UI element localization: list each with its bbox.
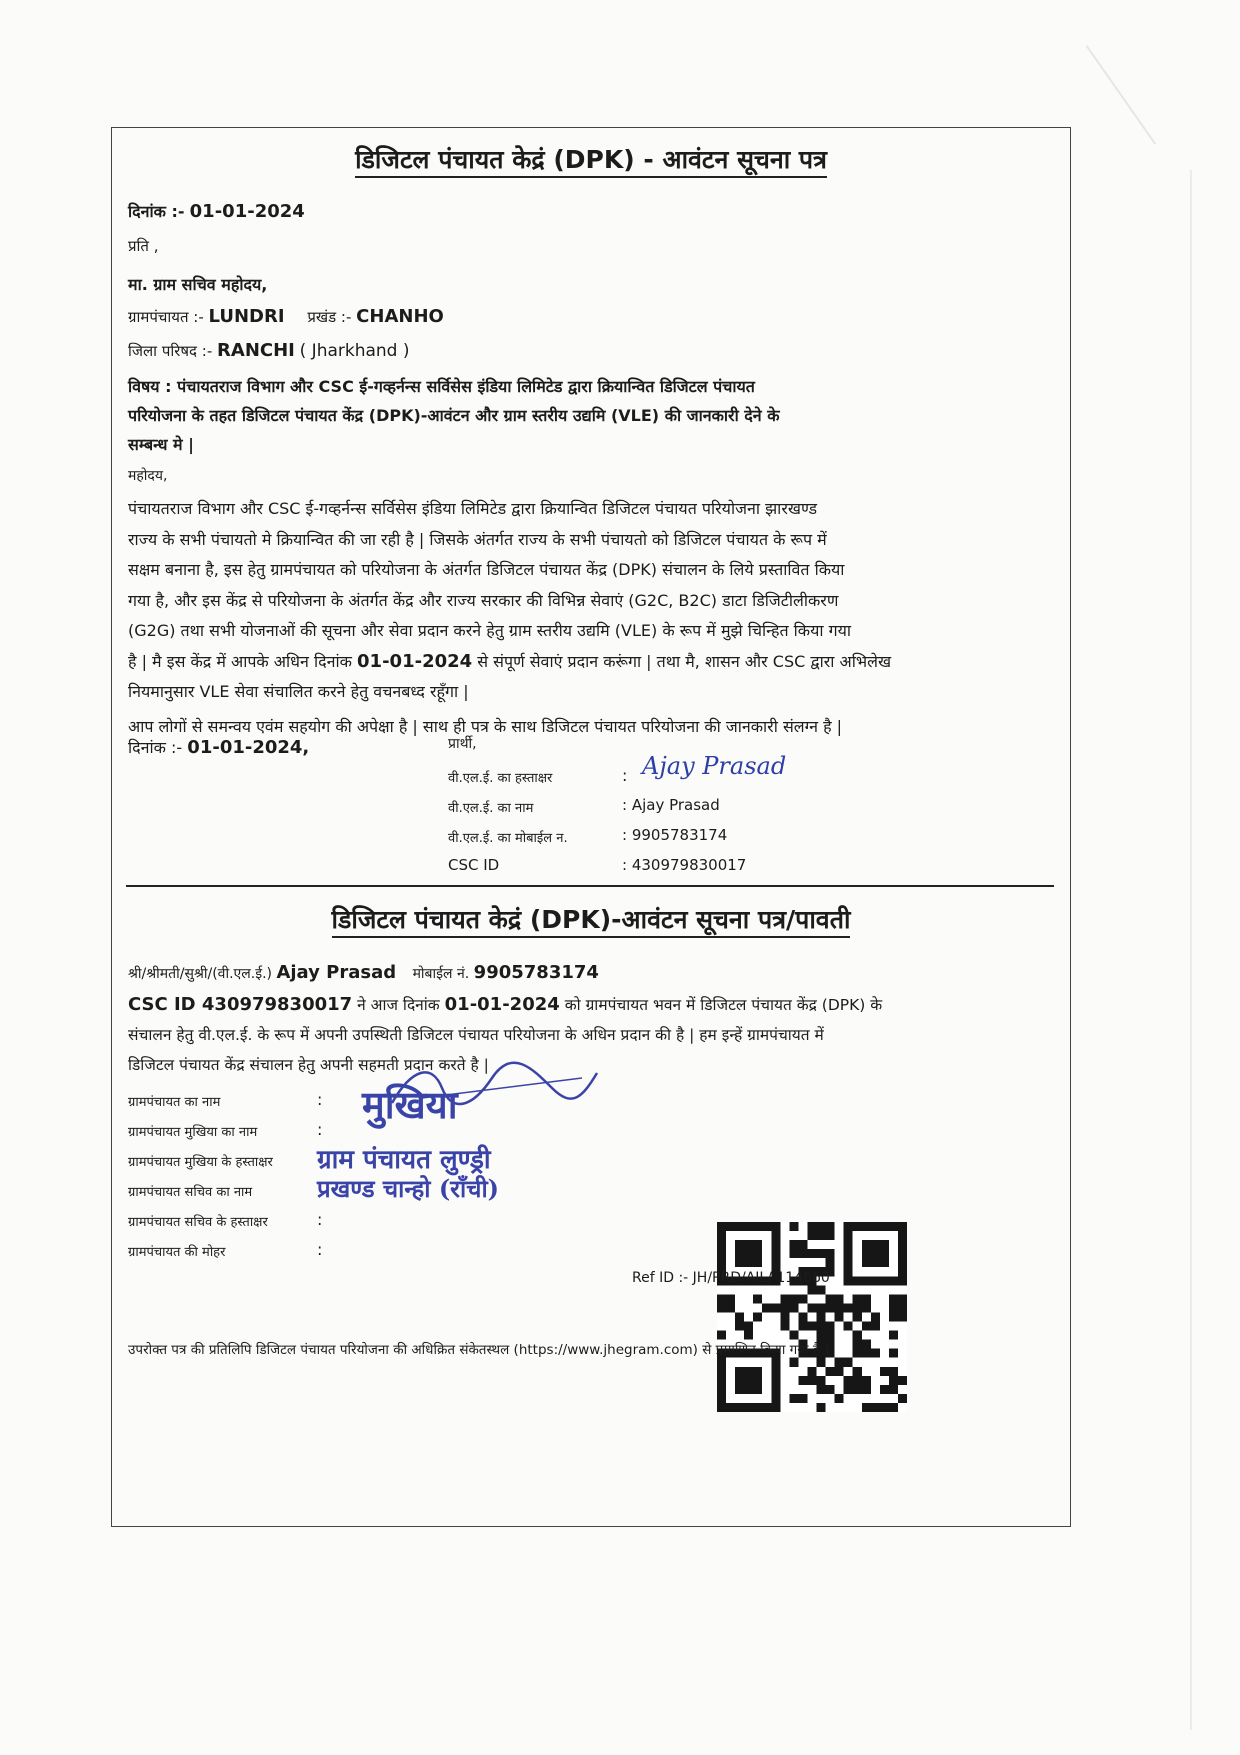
footer-date-value: 01-01-2024,: [187, 737, 310, 758]
field-colon: :: [317, 1120, 323, 1139]
mukhiya-stamp-title: मुखिया: [362, 1082, 458, 1127]
attestation-note: उपरोक्त पत्र की प्रतिलिपि डिजिटल पंचायत परियोजना की अधिक्रित संकेतस्थल (https://www.jhegram.com) से प्रमाणित किया गया है ।: [128, 1342, 830, 1358]
gp-value: LUNDRI: [208, 306, 285, 327]
salutation: महोदय,: [128, 468, 168, 484]
body-line: सक्षम बनाना है, इस हेतु ग्रामपंचायत को परियोजना के अंतर्गत डिजिटल पंचायत केंद्र (DPK) संचालन के लिये प्रस्तावित किया: [128, 560, 845, 579]
body-line: गया है, और इस केंद्र से परियोजना के अंतर्गत केंद्र और राज्य सरकार की विभिन्न सेवाएं (G2C, B2C) डाटा डिजिटीलीकरण: [128, 590, 839, 610]
vle-name-value: : Ajay Prasad: [622, 796, 720, 814]
field-colon: :: [317, 1210, 323, 1229]
vle-signature-label: वी.एल.ई. का हस्ताक्षर: [448, 771, 553, 786]
state-value: ( Jharkhand ): [299, 341, 410, 361]
receipt-date: 01-01-2024: [444, 994, 560, 1015]
receipt-line-1: [128, 990, 1058, 1020]
csc-id-value: : 430979830017: [622, 856, 747, 874]
receipt-title-text: डिजिटल पंचायत केद्रं (DPK)-आवंटन सूचना पत्र/पावती: [332, 905, 851, 938]
footer-date-row: [128, 736, 309, 758]
block-label: प्रखंड :-: [307, 308, 352, 326]
district-value: RANCHI: [217, 340, 295, 361]
receipt-line-3: डिजिटल पंचायत केंद्र संचालन हेतु अपनी सहमती प्रदान करते है |: [128, 1056, 489, 1074]
body-start-date: 01-01-2024: [357, 650, 473, 672]
secretary-signature-field-label: ग्रामपंचायत सचिव के हस्ताक्षर: [128, 1215, 268, 1230]
block-stamp: प्रखण्ड चान्हो (राँची): [317, 1174, 500, 1203]
applicant-label: प्रार्थी,: [448, 736, 477, 752]
closing-line: आप लोगों से समन्वय एवंम सहयोग की अपेक्षा है | साथ ही पत्र के साथ डिजिटल पंचायत परियोजना की जानकारी संलग्न है |: [128, 716, 843, 736]
date-value: 01-01-2024: [189, 201, 305, 222]
subject-line-3: सम्बन्ध मे |: [128, 435, 194, 454]
gp-block-row: [128, 306, 444, 327]
body-line: (G2G) तथा सभी योजनाओं की सूचना और सेवा प्रदान करने हेतु ग्राम स्तरीय उद्यमि (VLE) के रूप में मुझे चिन्हित किया गया: [128, 621, 852, 640]
receipt-title: [112, 902, 1070, 936]
addressee: मा. ग्राम सचिव महोदय,: [128, 275, 268, 294]
mukhiya-signature-field-label: ग्रामपंचायत मुखिया के हस्ताक्षर: [128, 1155, 273, 1170]
date-label: दिनांक :-: [128, 202, 185, 221]
footer-date-label: दिनांक :-: [128, 738, 183, 757]
vle-mobile-label: वी.एल.ई. का मोबाईल न.: [448, 831, 568, 846]
receipt-vle-row: [128, 962, 599, 983]
reference-id: Ref ID :- JH/PRD/AIL/ 114660: [632, 1270, 830, 1286]
allotment-letter-sheet: [111, 127, 1071, 1527]
body-line-6-start: है | मै इस केंद्र में आपके अधिन दिनांक: [128, 651, 352, 671]
body-line: पंचायतराज विभाग और CSC ई-गव्हर्नन्स सर्विसेस इंडिया लिमिटेड द्वारा क्रियान्वित डिजिटल पंचायत परियोजना झारखण्ड: [128, 499, 818, 518]
receipt-line-1-mid: ने आज दिनांक: [357, 996, 440, 1014]
letter-title-text: डिजिटल पंचायत केद्रं (DPK) - आवंटन सूचना पत्र: [355, 145, 827, 178]
letter-body: [128, 494, 1058, 742]
subject-block: [128, 372, 1058, 459]
letter-title: [112, 142, 1070, 176]
vle-signature-colon: :: [622, 766, 628, 785]
receipt-csc-id: CSC ID 430979830017: [128, 994, 353, 1015]
subject-line-1: विषय : पंचायतराज विभाग और CSC ई-गव्हर्नन्स सर्विसेस इंडिया लिमिटेड द्वारा क्रियान्वित डिजिटल पंचायत: [128, 377, 755, 396]
section-divider: [126, 885, 1054, 887]
block-value: CHANHO: [356, 306, 444, 327]
body-line: नियमानुसार VLE सेवा संचालित करने हेतु वचनबध्द रहूँगा |: [128, 682, 469, 701]
qr-code: [717, 1222, 907, 1412]
vle-name-label: वी.एल.ई. का नाम: [448, 801, 534, 816]
body-line: राज्य के सभी पंचायतो मे क्रियान्वित की जा रही है | जिसके अंतर्गत राज्य के सभी पंचायतो को डिजिटल पंचायत के रूप में: [128, 529, 827, 549]
district-row: [128, 340, 410, 361]
district-label: जिला परिषद :-: [128, 342, 213, 360]
secretary-name-field-label: ग्रामपंचायत सचिव का नाम: [128, 1185, 253, 1200]
receipt-mobile-value: 9905783174: [473, 962, 599, 983]
receipt-line-2: संचालन हेतु वी.एल.ई. के रूप में अपनी उपस्थिती डिजिटल पंचायत परियोजना के अधिन प्रदान की है | हम इन्हें ग्रामपंचायत में: [128, 1026, 824, 1044]
body-line: [128, 647, 1058, 678]
mukhiya-name-field-label: ग्रामपंचायत मुखिया का नाम: [128, 1125, 258, 1140]
gp-label: ग्रामपंचायत :-: [128, 308, 204, 326]
to-line: प्रति ,: [128, 237, 159, 255]
receipt-line-1-end: को ग्रामपंचायत भवन में डिजिटल पंचायत केंद्र (DPK) के: [564, 996, 883, 1014]
gram-panchayat-stamp: ग्राम पंचायत लुण्ड्री: [317, 1145, 491, 1175]
vle-signature: Ajay Prasad: [642, 752, 787, 780]
csc-id-label: CSC ID: [448, 856, 500, 874]
body-line-6-end: से संपूर्ण सेवाएं प्रदान करूंगा | तथा मै, शासन और CSC द्वारा अभिलेख: [477, 651, 892, 671]
vle-mobile-value: : 9905783174: [622, 826, 728, 844]
receipt-vle-name: Ajay Prasad: [276, 962, 397, 983]
receipt-honorific: श्री/श्रीमती/सुश्री/(वी.एल.ई.): [128, 966, 272, 982]
field-colon: :: [317, 1090, 323, 1109]
date-row: [128, 200, 305, 222]
subject-line-2: परियोजना के तहत डिजिटल पंचायत केंद्र (DPK)-आवंटन और ग्राम स्तरीय उद्यमि (VLE) की जानकारी देने के: [128, 406, 780, 425]
field-colon: :: [317, 1240, 323, 1259]
gp-name-field-label: ग्रामपंचायत का नाम: [128, 1095, 221, 1110]
paper-fold-mark: [1086, 45, 1156, 144]
receipt-mobile-label: मोबाईल नं.: [412, 966, 470, 982]
gp-seal-field-label: ग्रामपंचायत की मोहर: [128, 1245, 226, 1260]
paper-edge-mark: [1190, 170, 1192, 1730]
